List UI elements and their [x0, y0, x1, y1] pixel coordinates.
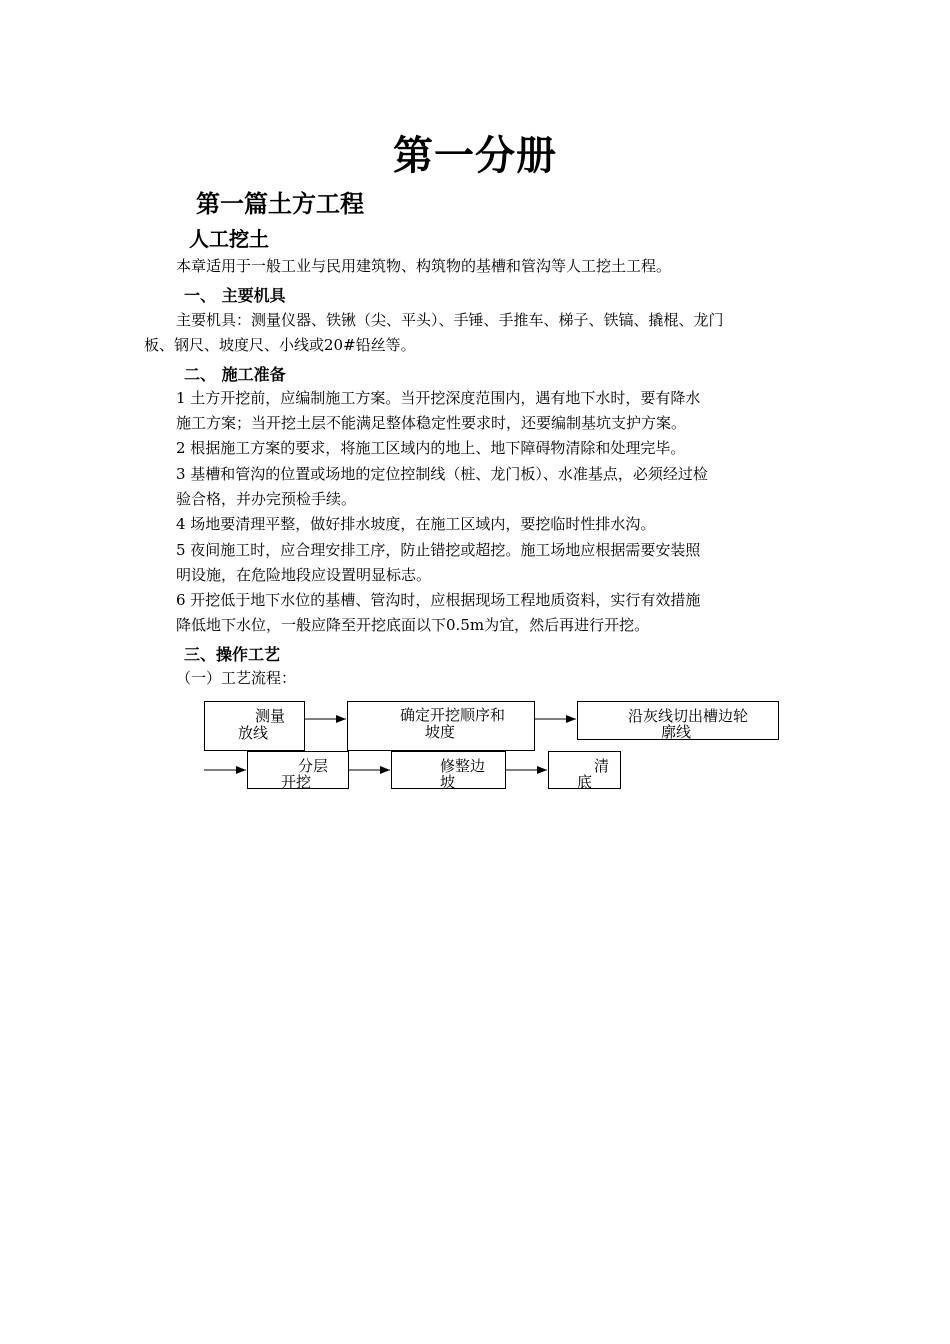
section-heading: 人工挖土	[189, 227, 269, 251]
intro-text: 本章适用于一般工业与民用建筑物、构筑物的基槽和管沟等人工挖土工程。	[176, 257, 672, 275]
part1-heading: 一、 主要机具	[184, 286, 286, 305]
prep-item-1-line1: 1 土方开挖前，应编制施工方案。当开挖深度范围内，遇有地下水时，要有降水	[176, 389, 701, 407]
prep-item-4: 4 场地要清理平整，做好排水坡度，在施工区域内，要挖临时性排水沟。	[176, 515, 656, 533]
flow-box-order-slope-line2: 坡度	[425, 723, 456, 741]
flow-box-layered-dig-line2: 开挖	[281, 773, 312, 791]
flow-box-trim-slope-line2: 坡	[440, 773, 456, 791]
flow-box-survey-line1: 测量	[255, 707, 286, 725]
flow-box-layered-dig-line1: 分层	[298, 757, 329, 775]
prep-item-3-line1: 3 基槽和管沟的位置或场地的定位控制线（桩、龙门板）、水准基点，必须经过检	[176, 465, 708, 483]
prep-item-6-line1: 6 开挖低于地下水位的基槽、管沟时，应根据现场工程地质资料，实行有效措施	[176, 591, 701, 609]
prep-item-2: 2 根据施工方案的要求，将施工区域内的地上、地下障碍物清除和处理完毕。	[176, 439, 686, 457]
flow-box-order-slope-line1: 确定开挖顺序和	[400, 706, 506, 724]
prep-item-1-line2: 施工方案；当开挖土层不能满足整体稳定性要求时，还要编制基坑支护方案。	[176, 414, 687, 432]
flow-box-trim-slope-line1: 修整边	[440, 757, 486, 775]
part3-subheading: （一）工艺流程：	[176, 669, 297, 687]
prep-item-6-line2: 降低地下水位，一般应降至开挖底面以下0.5m为宜，然后再进行开挖。	[176, 616, 650, 634]
part3-heading: 三、操作工艺	[184, 645, 281, 664]
flow-box-cut-outline-line2: 廓线	[661, 723, 692, 741]
prep-item-5-line2: 明设施，在危险地段应设置明显标志。	[176, 566, 432, 584]
part2-heading: 二、 施工准备	[184, 365, 286, 384]
flow-box-survey-line2: 放线	[238, 724, 269, 742]
page-title: 第一分册	[393, 132, 557, 179]
part1-line1: 主要机具：测量仪器、铁锹（尖、平头）、手锤、手推车、梯子、铁镐、撬棍、龙门	[176, 311, 724, 329]
prep-item-3-line2: 验合格，并办完预检手续。	[176, 490, 357, 508]
chapter-heading: 第一篇土方工程	[196, 190, 364, 218]
flow-box-clear-bottom-line1: 清	[594, 757, 610, 775]
flow-box-clear-bottom-line2: 底	[577, 773, 593, 791]
flow-box-cut-outline-line1: 沿灰线切出槽边轮	[628, 707, 749, 725]
part1-line2: 板、钢尺、坡度尺、小线或20#铅丝等。	[144, 336, 416, 354]
prep-item-5-line1: 5 夜间施工时，应合理安排工序，防止错挖或超挖。施工场地应根据需要安装照	[176, 541, 701, 559]
